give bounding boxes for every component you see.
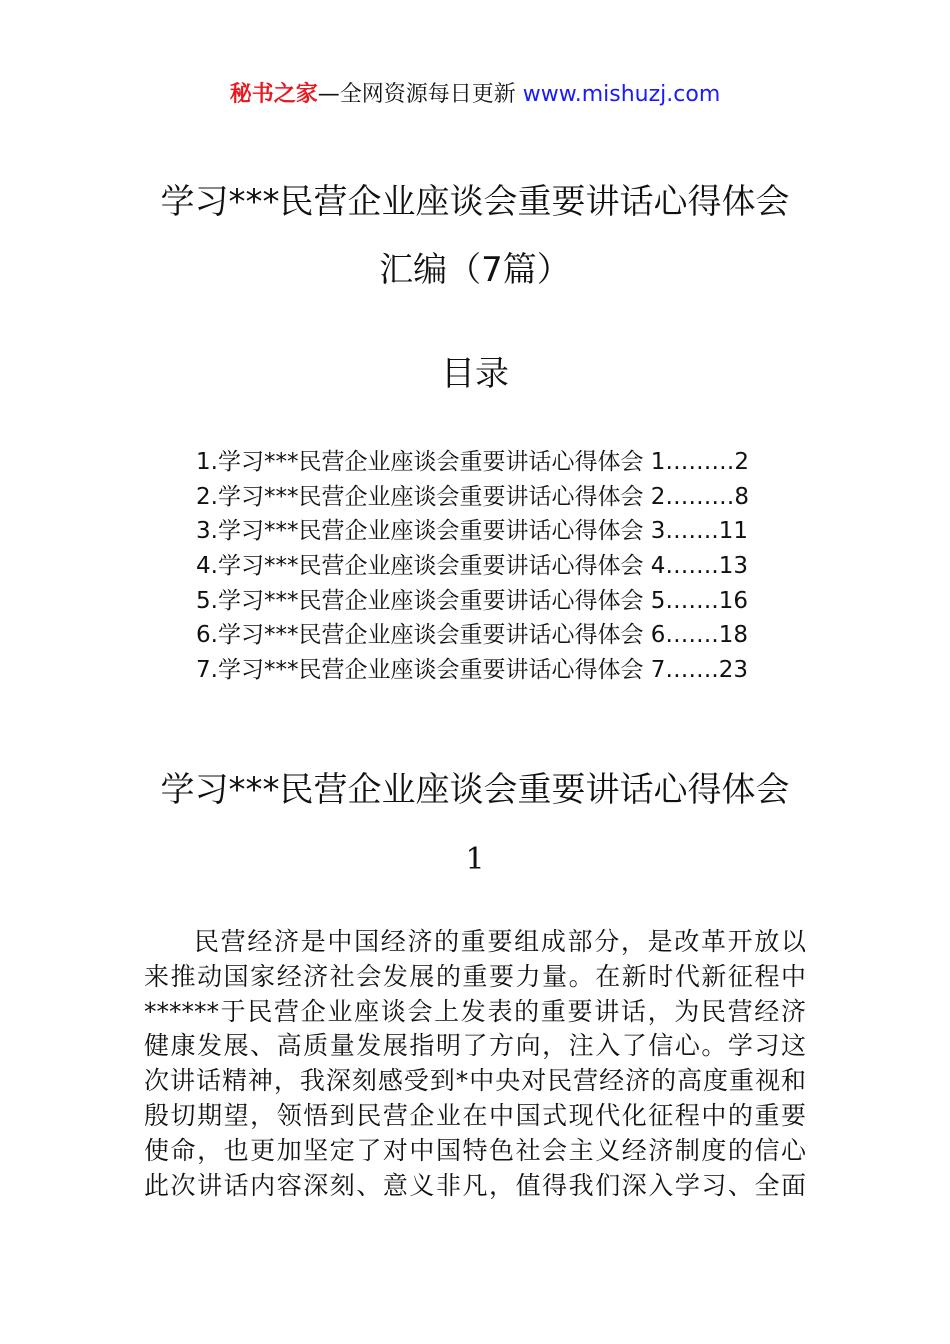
toc-item-2[interactable]: 2.学习***民营企业座谈会重要讲话心得体会 2………8 xyxy=(196,483,750,510)
body-line: 来推动国家经济社会发展的重要力量。在新时代新征程中 xyxy=(144,961,806,991)
toc-heading: 目录 xyxy=(441,354,509,394)
body-line: 健康发展、高质量发展指明了方向，注入了信心。学习这 xyxy=(144,1031,806,1061)
body-line: 殷切期望，领悟到民营企业在中国式现代化征程中的重要 xyxy=(144,1100,806,1130)
site-url-link[interactable]: www.mishuzj.com xyxy=(522,82,721,107)
section-number: 1 xyxy=(465,842,485,877)
body-line: 使命，也更加坚定了对中国特色社会主义经济制度的信心 xyxy=(144,1135,806,1165)
body-line: ******于民营企业座谈会上发表的重要讲话，为民营经济 xyxy=(144,996,806,1026)
body-line: 此次讲话内容深刻、意义非凡，值得我们深入学习、全面 xyxy=(144,1170,806,1200)
toc-item-6[interactable]: 6.学习***民营企业座谈会重要讲话心得体会 6…….18 xyxy=(196,622,748,649)
body-line: 民营经济是中国经济的重要组成部分，是改革开放以 xyxy=(194,927,806,956)
site-slogan: —全网资源每日更新 xyxy=(317,82,523,107)
document-title-line-2: 汇编（7篇） xyxy=(379,250,571,290)
site-header xyxy=(0,80,950,110)
toc-item-4[interactable]: 4.学习***民营企业座谈会重要讲话心得体会 4…….13 xyxy=(196,553,748,580)
section-body xyxy=(144,925,806,1203)
section-title: 学习***民营企业座谈会重要讲话心得体会 xyxy=(160,770,790,810)
table-of-contents xyxy=(196,445,749,688)
toc-item-3[interactable]: 3.学习***民营企业座谈会重要讲话心得体会 3…….11 xyxy=(196,518,748,545)
toc-item-5[interactable]: 5.学习***民营企业座谈会重要讲话心得体会 5…….16 xyxy=(196,587,748,614)
site-brand: 秘书之家 xyxy=(229,82,318,107)
document-title-line-1: 学习***民营企业座谈会重要讲话心得体会 xyxy=(160,182,790,222)
toc-item-1[interactable]: 1.学习***民营企业座谈会重要讲话心得体会 1………2 xyxy=(196,449,750,475)
toc-item-7[interactable]: 7.学习***民营企业座谈会重要讲话心得体会 7…….23 xyxy=(196,657,748,684)
body-line: 次讲话精神，我深刻感受到*中央对民营经济的高度重视和 xyxy=(144,1066,806,1096)
